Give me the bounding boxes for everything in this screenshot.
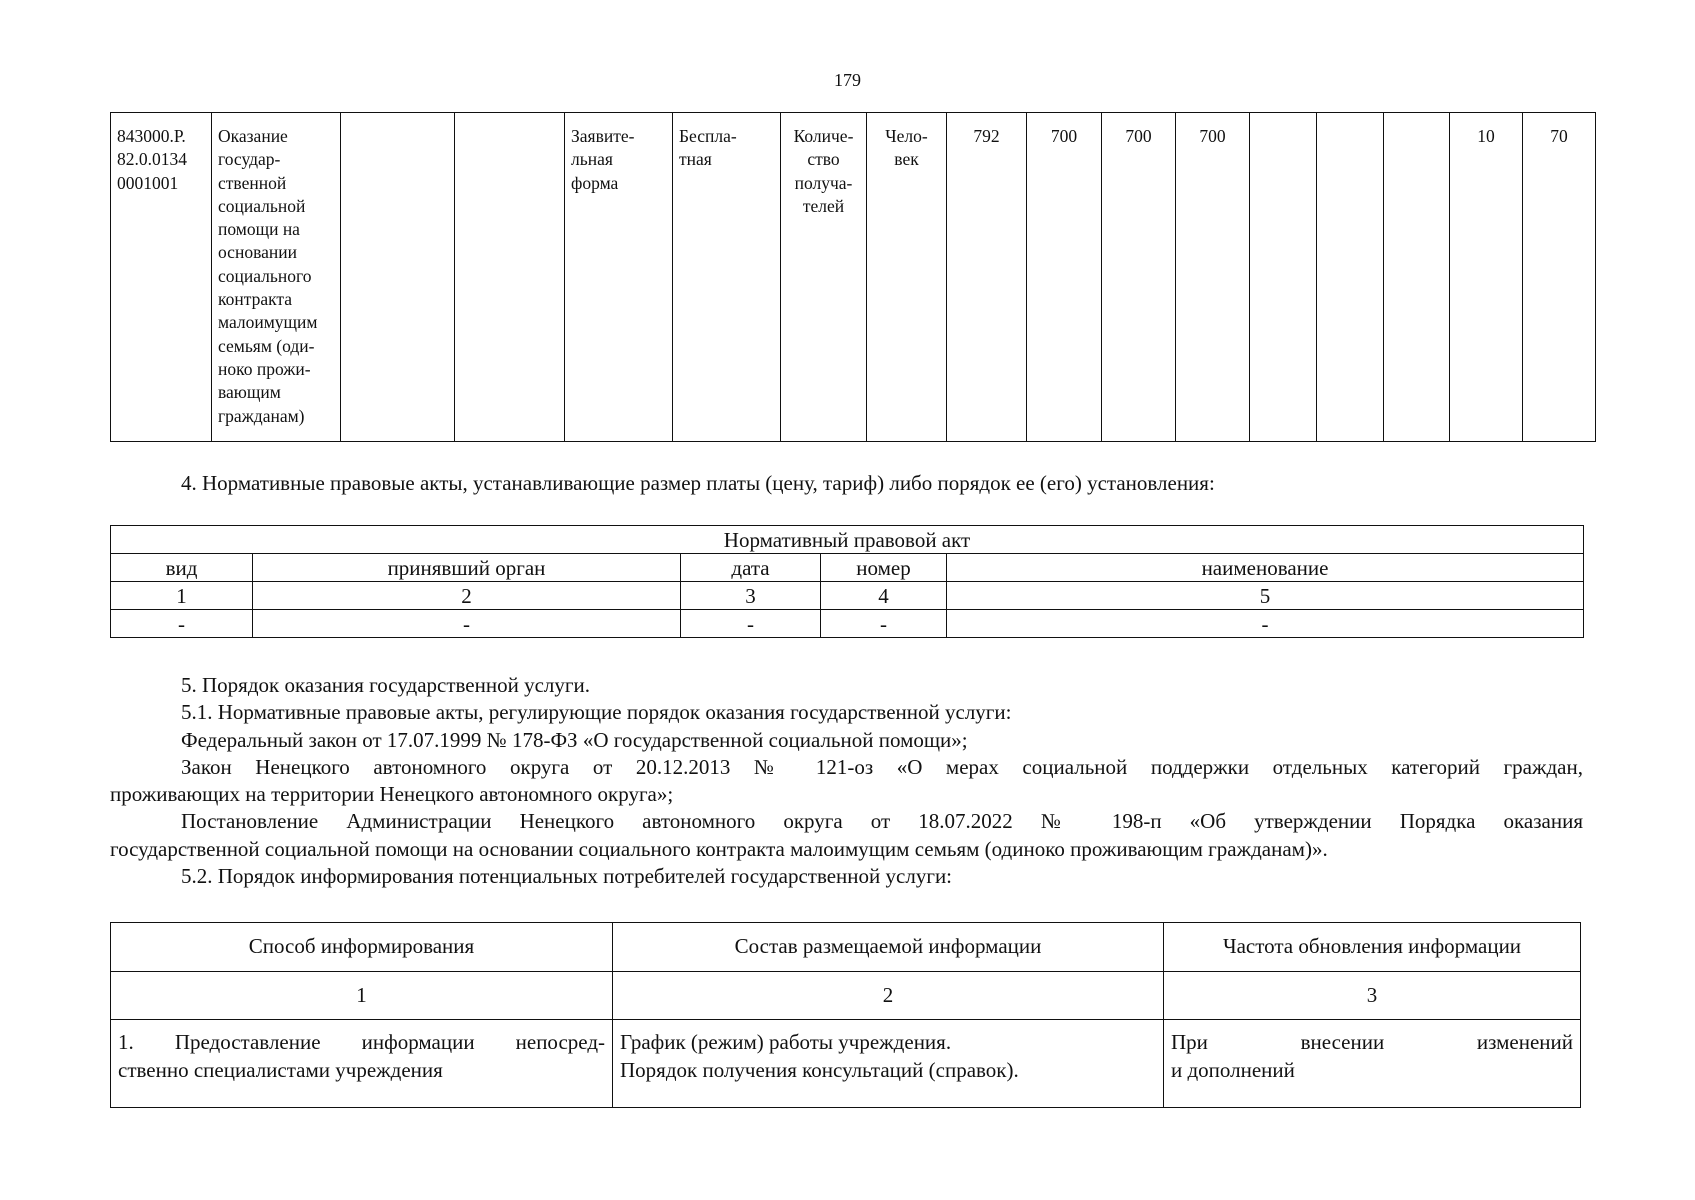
cell-text-line: основании bbox=[218, 242, 297, 263]
cell-text-line: гражданам) bbox=[218, 405, 305, 426]
empty-cell bbox=[455, 113, 565, 442]
content-line: График (режим) работы учреждения. bbox=[620, 1030, 952, 1054]
method-cell bbox=[111, 1020, 613, 1108]
header-cell-method: Способ информирования bbox=[111, 923, 613, 972]
cell-text-line: телей bbox=[802, 195, 845, 216]
data-cell: - bbox=[947, 610, 1584, 638]
page-number: 179 bbox=[834, 70, 861, 90]
header-cell-authority: принявший орган bbox=[253, 554, 681, 582]
deviation-abs-cell: 70 bbox=[1523, 113, 1596, 442]
header-cell-frequency: Частота обновления информации bbox=[1164, 923, 1581, 972]
legal-act-paragraph-line: государственной социальной помощи на основании социального контракта малоимущим семьям (одиноко проживающим гражданам)». bbox=[110, 836, 1328, 861]
data-cell: - bbox=[111, 610, 253, 638]
column-number-cell: 5 bbox=[947, 582, 1584, 610]
cell-text-line: ство bbox=[807, 149, 840, 170]
cell-text-line: ноко прожи- bbox=[218, 358, 311, 379]
year1-value-cell: 700 bbox=[1027, 113, 1102, 442]
table-header-row bbox=[111, 554, 1584, 582]
cell-text-line: 0001001 bbox=[117, 172, 179, 193]
cell-text-line: контракта bbox=[218, 289, 293, 310]
data-cell: - bbox=[253, 610, 681, 638]
column-number-cell: 4 bbox=[821, 582, 947, 610]
section4-caption: 4. Нормативные правовые акты, устанавливающие размер платы (цену, тариф) либо порядок ее (его) установления: bbox=[181, 471, 1215, 495]
header-cell-content: Состав размещаемой информации bbox=[613, 923, 1164, 972]
section5-1-heading: 5.1. Нормативные правовые акты, регулирующие порядок оказания государственной услуги: bbox=[181, 700, 1012, 725]
header-cell-kind: вид bbox=[111, 554, 253, 582]
table-title: Нормативный правовой акт bbox=[111, 526, 1584, 554]
legal-act-paragraph-line: Закон Ненецкого автономного округа от 20.12.2013 № 121-оз «О мерах социальной поддержки отдельных категорий граждан, bbox=[181, 754, 1583, 779]
table-row bbox=[111, 610, 1584, 638]
content-cell bbox=[613, 1020, 1164, 1108]
informing-table bbox=[110, 922, 1581, 1108]
header-cell-title: наименование bbox=[947, 554, 1584, 582]
header-cell-date: дата bbox=[681, 554, 821, 582]
frequency-cell bbox=[1164, 1020, 1581, 1108]
year3-value-cell: 700 bbox=[1176, 113, 1250, 442]
empty-cell bbox=[341, 113, 455, 442]
cell-text-line: социальной bbox=[218, 195, 306, 216]
empty-cell bbox=[1384, 113, 1450, 442]
method-line: 1. Предоставление информации непосред- bbox=[118, 1030, 605, 1054]
cell-text-line: ственной bbox=[218, 172, 287, 193]
legal-acts-fee-table bbox=[110, 525, 1584, 638]
cell-text-line: тная bbox=[679, 149, 712, 170]
data-cell: - bbox=[821, 610, 947, 638]
cell-text-line: век bbox=[894, 149, 919, 170]
table-row bbox=[111, 113, 1596, 442]
table-row bbox=[111, 526, 1584, 554]
table-row bbox=[111, 582, 1584, 610]
column-number-cell: 1 bbox=[111, 582, 253, 610]
year2-value-cell: 700 bbox=[1102, 113, 1176, 442]
cell-text-line: Оказание bbox=[218, 126, 288, 146]
cell-text-line: получа- bbox=[794, 172, 853, 193]
content-line: Порядок получения консультаций (справок). bbox=[620, 1057, 1019, 1082]
deviation-percent-cell: 10 bbox=[1450, 113, 1523, 442]
empty-cell bbox=[1250, 113, 1317, 442]
cell-text-line: вающим bbox=[218, 382, 281, 403]
legal-act-paragraph: Федеральный закон от 17.07.1999 № 178-ФЗ «О государственной социальной помощи»; bbox=[181, 727, 968, 752]
payment-cell bbox=[673, 113, 781, 442]
table-row bbox=[111, 972, 1581, 1020]
column-number-cell: 2 bbox=[613, 972, 1164, 1020]
column-number-cell: 2 bbox=[253, 582, 681, 610]
section5-2-heading: 5.2. Порядок информирования потенциальных потребителей государственной услуги: bbox=[181, 864, 953, 889]
section5-text bbox=[110, 672, 1583, 890]
cell-text-line: социального bbox=[218, 265, 312, 286]
data-cell: - bbox=[681, 610, 821, 638]
frequency-line: При внесении изменений bbox=[1171, 1030, 1573, 1054]
column-number-cell: 3 bbox=[681, 582, 821, 610]
cell-text-line: 82.0.0134 bbox=[117, 149, 187, 170]
legal-act-paragraph-line: Постановление Администрации Ненецкого автономного округа от 18.07.2022 № 198-п «Об утверждении Порядка оказания bbox=[181, 809, 1583, 834]
method-line: ственно специалистами учреждения bbox=[118, 1057, 443, 1082]
frequency-line: и дополнений bbox=[1171, 1057, 1295, 1082]
table-row bbox=[111, 1020, 1581, 1108]
table-header-row bbox=[111, 923, 1581, 972]
cell-text-line: Чело- bbox=[885, 126, 928, 146]
cell-text-line: семьям (оди- bbox=[218, 335, 315, 356]
legal-act-paragraph-line: проживающих на территории Ненецкого автономного округа»; bbox=[110, 782, 674, 807]
cell-text-line: помощи на bbox=[218, 219, 300, 240]
section5-heading: 5. Порядок оказания государственной услуги. bbox=[181, 673, 590, 697]
unit-cell bbox=[867, 113, 947, 442]
empty-cell bbox=[1317, 113, 1384, 442]
service-volume-table bbox=[110, 112, 1596, 442]
column-number-cell: 3 bbox=[1164, 972, 1581, 1020]
cell-text-line: 843000.Р. bbox=[117, 126, 186, 146]
service-name-cell bbox=[212, 113, 341, 442]
cell-text-line: малоимущим bbox=[218, 312, 318, 333]
cell-text-line: форма bbox=[571, 172, 619, 193]
service-code-cell bbox=[111, 113, 212, 442]
service-form-cell bbox=[565, 113, 673, 442]
cell-text-line: Количе- bbox=[793, 126, 854, 146]
okei-cell: 792 bbox=[947, 113, 1027, 442]
cell-text-line: государ- bbox=[218, 149, 281, 170]
column-number-cell: 1 bbox=[111, 972, 613, 1020]
indicator-cell bbox=[781, 113, 867, 442]
cell-text-line: Беспла- bbox=[679, 126, 737, 146]
header-cell-number: номер bbox=[821, 554, 947, 582]
cell-text-line: Заявите- bbox=[571, 126, 635, 146]
cell-text-line: льная bbox=[571, 149, 613, 170]
